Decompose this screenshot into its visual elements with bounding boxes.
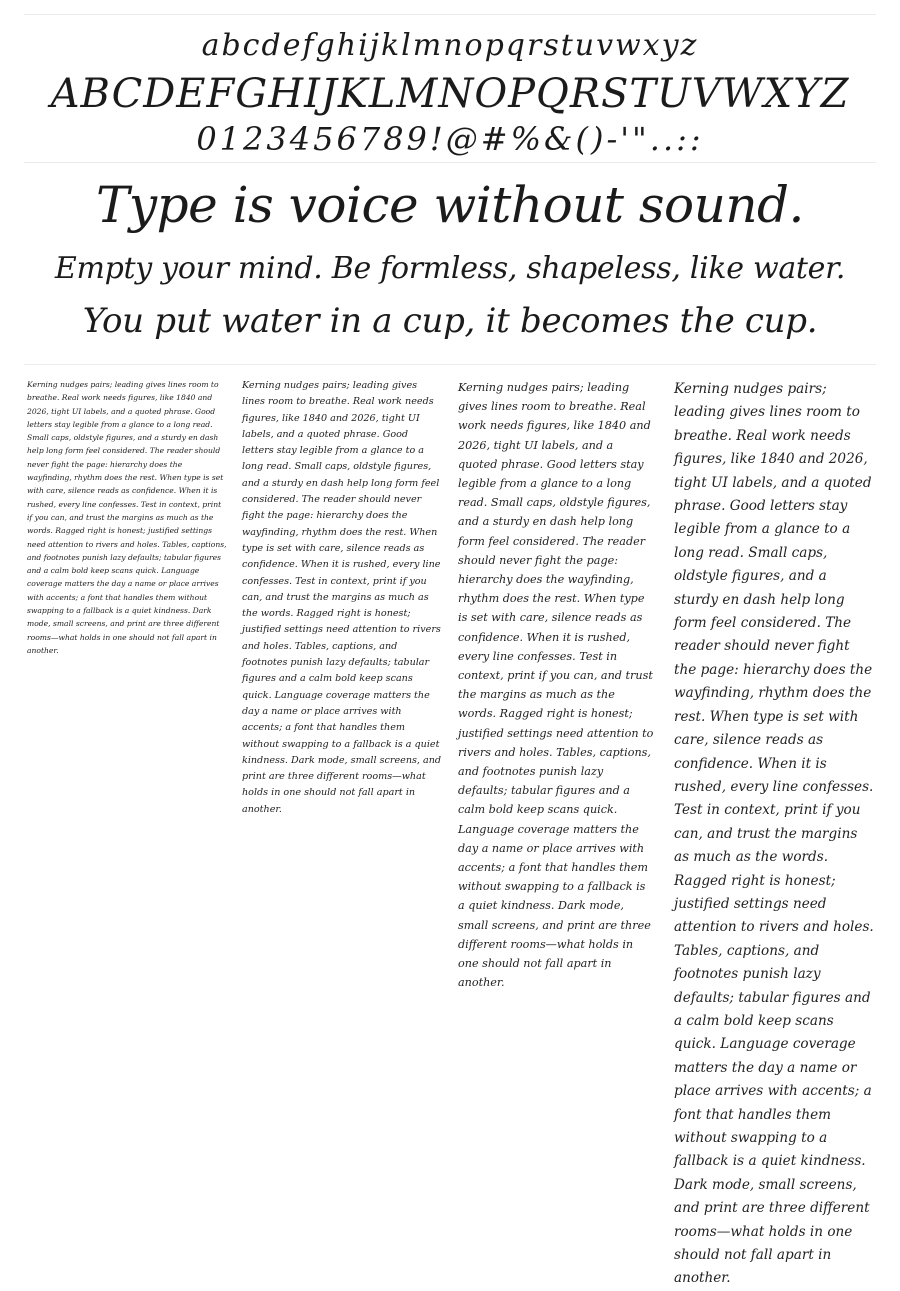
waterfall-column-xlarge: Kerning nudges pairs; leading gives lines room to breathe. Real work needs figures, like 1840 and 2026, tight UI labels, and a quoted phrase. Good letters stay legible from a glance to a long read. Small caps, oldstyle figures, and a sturdy en dash help long form feel considered. The reader should never fight the page: hierarchy does the wayfinding, rhythm does the rest. When type is set with care, silence reads as confidence. When it is rushed, every line confesses. Test in context, print if you can, and trust the margins as much as the words. Ragged right is honest; justified settings need attention to rivers and holes. Tables, captions, and footnotes punish lazy defaults; tabular figures and a calm bold keep scans quick. Language coverage matters the day a name or place arrives with accents; a font that handles them without swapping to a fallback is a quiet kindness. Dark mode, small screens, and print are three different rooms—what holds in one should not fall apart in another. — [674, 381, 874, 1287]
waterfall-column-small: Kerning nudges pairs; leading gives lines room to breathe. Real work needs figures, like 1840 and 2026, tight UI labels, and a quoted phrase. Good letters stay legible from a glance to a long read. Small caps, oldstyle figures, and a sturdy en dash help long form feel considered. The reader should never fight the page: hierarchy does the wayfinding, rhythm does the rest. When type is set with care, silence reads as confidence. When it is rushed, every line confesses. Test in context, print if you can, and trust the margins as much as the words. Ragged right is honest; justified settings need attention to rivers and holes. Tables, captions, and footnotes punish lazy defaults; tabular figures and a calm bold keep scans quick. Language coverage matters the day a name or place arrives with accents; a font that handles them without swapping to a fallback is a quiet kindness. Dark mode, small screens, and print are three different rooms—what holds in one should not fall apart in another. — [27, 380, 227, 655]
pangram-line-3: You put water in a cup, it becomes the cup. — [82, 301, 818, 341]
waterfall-column-medium: Kerning nudges pairs; leading gives lines room to breathe. Real work needs figures, like 1840 and 2026, tight UI labels, and a quoted phrase. Good letters stay legible from a glance to a long read. Small caps, oldstyle figures, and a sturdy en dash help long form feel considered. The reader should never fight the page: hierarchy does the wayfinding, rhythm does the rest. When type is set with care, silence reads as confidence. When it is rushed, every line confesses. Test in context, print if you can, and trust the margins as much as the words. Ragged right is honest; justified settings need attention to rivers and holes. Tables, captions, and footnotes punish lazy defaults; tabular figures and a calm bold keep scans quick. Language coverage matters the day a name or place arrives with accents; a font that handles them without swapping to a fallback is a quiet kindness. Dark mode, small screens, and print are three different rooms—what holds in one should not fall apart in another. — [242, 380, 442, 815]
waterfall-column-large: Kerning nudges pairs; leading gives lines room to breathe. Real work needs figures, like 1840 and 2026, tight UI labels, and a quoted phrase. Good letters stay legible from a glance to a long read. Small caps, oldstyle figures, and a sturdy en dash help long form feel considered. The reader should never fight the page: hierarchy does the wayfinding, rhythm does the rest. When type is set with care, silence reads as confidence. When it is rushed, every line confesses. Test in context, print if you can, and trust the margins as much as the words. Ragged right is honest; justified settings need attention to rivers and holes. Tables, captions, and footnotes punish lazy defaults; tabular figures and a calm bold keep scans quick. Language coverage matters the day a name or place arrives with accents; a font that handles them without swapping to a fallback is a quiet kindness. Dark mode, small screens, and print are three different rooms—what holds in one should not fall apart in another. — [458, 381, 654, 990]
glyph-row-uppercase: ABCDEFGHIJKLMNOPQRSTUVWXYZ — [50, 71, 850, 117]
glyph-section-divider — [24, 162, 876, 163]
glyph-row-figures-punctuation: 0123456789!@#%&()-'"..:: — [196, 120, 704, 158]
pangram-line-1: Type is voice without sound. — [96, 176, 804, 234]
pangram-section-divider — [24, 364, 876, 365]
top-divider — [24, 14, 876, 15]
pangram-line-2: Empty your mind. Be formless, shapeless, like water. — [54, 251, 846, 286]
glyph-row-lowercase: abcdefghijklmnopqrstuvwxyz — [201, 28, 699, 63]
